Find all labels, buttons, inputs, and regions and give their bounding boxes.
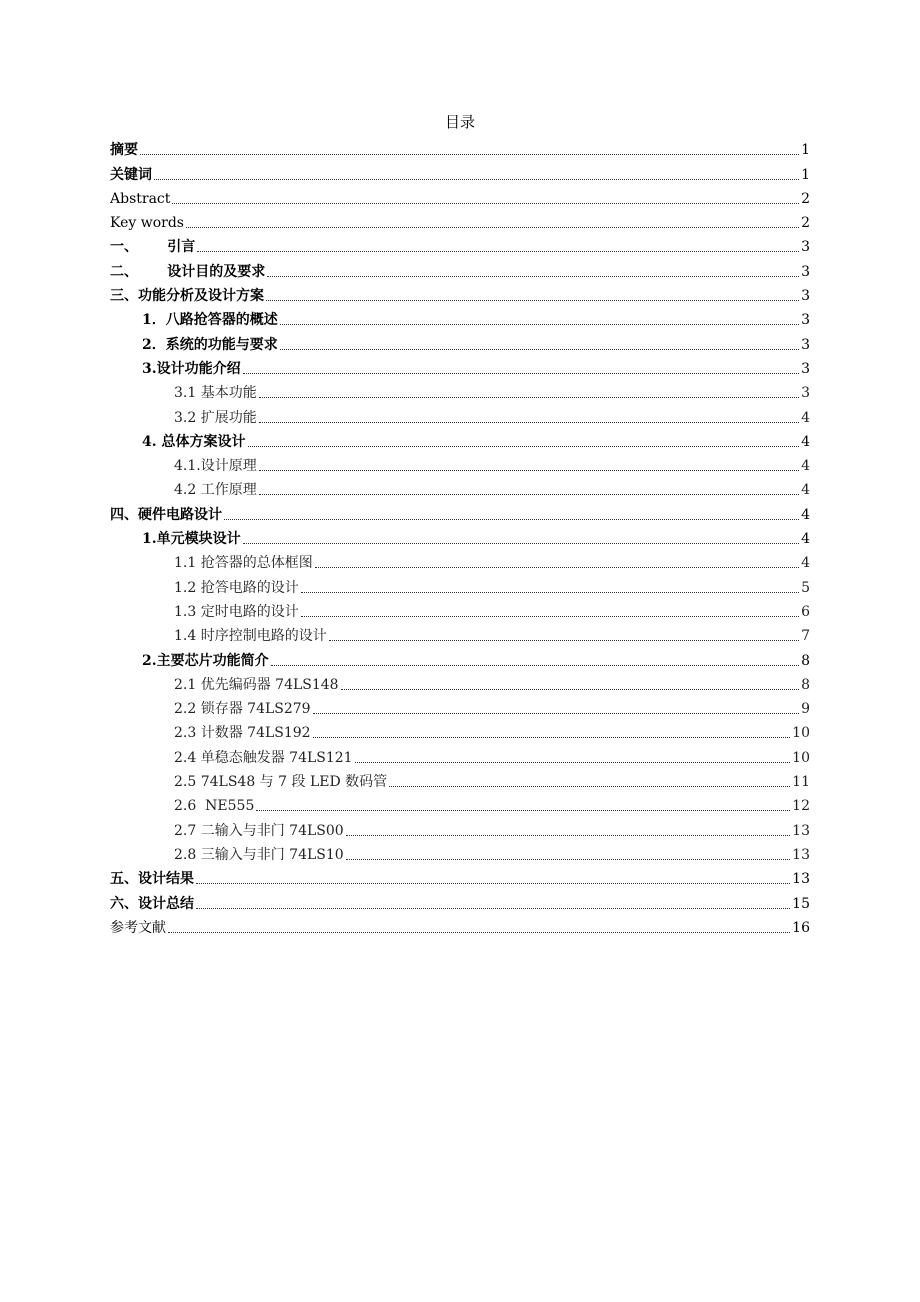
toc-entry[interactable] [110,718,810,742]
toc-entry-page-number: 12 [792,798,810,815]
toc-entry-page-number: 4 [801,482,810,499]
toc-entry[interactable] [110,208,810,232]
toc-dot-leader [243,372,799,374]
toc-dot-leader [346,834,790,836]
toc-dot-leader [259,396,799,398]
toc-entry[interactable] [110,329,810,353]
toc-entry[interactable] [110,572,810,596]
toc-entry-label: 2.5 74LS48 与 7 段 LED 数码管 [174,774,388,791]
toc-entry-label: 4.1.设计原理 [174,458,257,475]
toc-entry-page-number: 3 [801,239,810,256]
toc-entry-page-number: 8 [801,676,810,693]
toc-entry-label: 3.1 基本功能 [174,385,257,402]
toc-entry[interactable] [110,767,810,791]
toc-entry-label: Key words [110,215,184,232]
toc-entry-label: 4.2 工作原理 [174,482,257,499]
toc-dot-leader [172,202,799,204]
toc-entry[interactable] [110,913,810,937]
toc-dot-leader [196,907,790,909]
toc-entry-page-number: 4 [801,458,810,475]
toc-entry-page-number: 4 [801,433,810,450]
toc-entry-label: 五、设计结果 [110,871,194,888]
toc-entry[interactable] [110,475,810,499]
toc-entry-page-number: 4 [801,409,810,426]
toc-dot-leader [313,736,791,738]
toc-entry[interactable] [110,694,810,718]
toc-dot-leader [259,469,799,471]
toc-entry-label: 2.8 三输入与非门 74LS10 [174,846,344,863]
toc-entry[interactable] [110,402,810,426]
toc-entry-label: 1.1 抢答器的总体框图 [174,555,313,572]
toc-dot-leader [301,591,799,593]
toc-entry[interactable] [110,597,810,621]
toc-dot-leader [267,275,799,277]
toc-entry[interactable] [110,840,810,864]
toc-entry-page-number: 2 [801,190,810,207]
toc-entry-page-number: 16 [792,919,810,936]
toc-entry-page-number: 3 [801,385,810,402]
toc-dot-leader [196,882,790,884]
toc-dot-leader [259,421,799,423]
toc-entry[interactable] [110,135,810,159]
toc-entry[interactable] [110,864,810,888]
toc-entry-page-number: 3 [801,288,810,305]
toc-entry-label: 1.2 抢答电路的设计 [174,579,299,596]
toc-entry-page-number: 3 [801,360,810,377]
toc-dot-leader [259,493,799,495]
toc-dot-leader [266,299,799,301]
toc-entry[interactable] [110,232,810,256]
toc-entry-page-number: 10 [792,749,810,766]
toc-entry-page-number: 13 [792,846,810,863]
toc-entry[interactable] [110,791,810,815]
toc-entry-page-number: 13 [792,822,810,839]
toc-dot-leader [355,761,791,763]
toc-entry-page-number: 13 [792,871,810,888]
toc-entry-page-number: 3 [801,263,810,280]
toc-entry-label: 二、 设计目的及要求 [110,263,266,280]
toc-entry-label: 2.4 单稳态触发器 74LS121 [174,749,353,766]
toc-entry[interactable] [110,742,810,766]
toc-dot-leader [248,445,800,447]
toc-entry-label: 2.2 锁存器 74LS279 [174,701,311,718]
toc-entry[interactable] [110,378,810,402]
toc-entry[interactable] [110,524,810,548]
toc-dot-leader [329,639,799,641]
toc-entry-page-number: 3 [801,336,810,353]
toc-dot-leader [243,542,799,544]
toc-entry-page-number: 5 [801,579,810,596]
toc-dot-leader [280,323,799,325]
toc-entry-page-number: 4 [801,531,810,548]
toc-entry-label: 1.4 时序控制电路的设计 [174,628,327,645]
toc-dot-leader [301,615,799,617]
toc-dot-leader [140,153,799,155]
toc-dot-leader [313,712,799,714]
toc-entry-label: 四、硬件电路设计 [110,506,222,523]
toc-dot-leader [154,178,799,180]
toc-entry-label: 六、设计总结 [110,895,194,912]
toc-entry-label: 摘要 [110,142,138,159]
toc-entry-label: 参考文献 [110,919,166,936]
toc-entry-label: Abstract [110,190,171,207]
toc-entry-label: 1．八路抢答器的概述 [142,312,278,329]
toc-entry-label: 1.3 定时电路的设计 [174,603,299,620]
toc-entry-label: 2.3 计数器 74LS192 [174,725,311,742]
toc-entry-label: 2.7 二输入与非门 74LS00 [174,822,344,839]
toc-entry-page-number: 6 [801,603,810,620]
toc-entry-label: 2.主要芯片功能简介 [142,652,269,669]
table-of-contents [110,135,810,937]
toc-entry[interactable] [110,184,810,208]
toc-entry-label: 2.1 优先编码器 74LS148 [174,676,339,693]
toc-entry-label: 4. 总体方案设计 [142,433,246,450]
toc-entry[interactable] [110,256,810,280]
toc-entry-label: 三、功能分析及设计方案 [110,288,264,305]
toc-dot-leader [271,664,799,666]
toc-dot-leader [197,250,799,252]
toc-entry-page-number: 4 [801,506,810,523]
toc-entry[interactable] [110,159,810,183]
toc-dot-leader [389,785,790,787]
toc-entry[interactable] [110,499,810,523]
toc-entry-label: 关键词 [110,166,152,183]
toc-entry[interactable] [110,548,810,572]
toc-entry[interactable] [110,670,810,694]
toc-entry[interactable] [110,281,810,305]
toc-dot-leader [346,858,790,860]
toc-entry[interactable] [110,354,810,378]
toc-dot-leader [224,518,799,520]
toc-entry[interactable] [110,427,810,451]
toc-entry-page-number: 7 [801,628,810,645]
toc-entry[interactable] [110,305,810,329]
toc-dot-leader [186,226,799,228]
toc-dot-leader [280,348,799,350]
toc-dot-leader [168,931,790,933]
toc-entry[interactable] [110,451,810,475]
toc-dot-leader [341,688,799,690]
toc-entry-page-number: 1 [801,142,810,159]
toc-entry[interactable] [110,888,810,912]
toc-entry-page-number: 15 [792,895,810,912]
toc-entry-page-number: 3 [801,312,810,329]
toc-dot-leader [256,809,790,811]
toc-entry[interactable] [110,621,810,645]
toc-entry-page-number: 2 [801,215,810,232]
toc-entry-label: 2.6 NE555 [174,798,255,815]
toc-entry-label: 一、 引言 [110,239,196,256]
toc-entry-page-number: 8 [801,652,810,669]
toc-entry-page-number: 9 [801,701,810,718]
toc-entry-page-number: 1 [801,166,810,183]
toc-entry[interactable] [110,815,810,839]
toc-entry-label: 2．系统的功能与要求 [142,336,278,353]
toc-entry-label: 3.设计功能介绍 [142,360,241,377]
toc-entry-page-number: 10 [792,725,810,742]
toc-entry-page-number: 4 [801,555,810,572]
toc-entry-label: 3.2 扩展功能 [174,409,257,426]
toc-entry-label: 1.单元模块设计 [142,531,241,548]
toc-dot-leader [315,566,799,568]
toc-entry-page-number: 11 [792,774,810,791]
toc-entry[interactable] [110,645,810,669]
toc-title: 目录 [444,113,475,131]
